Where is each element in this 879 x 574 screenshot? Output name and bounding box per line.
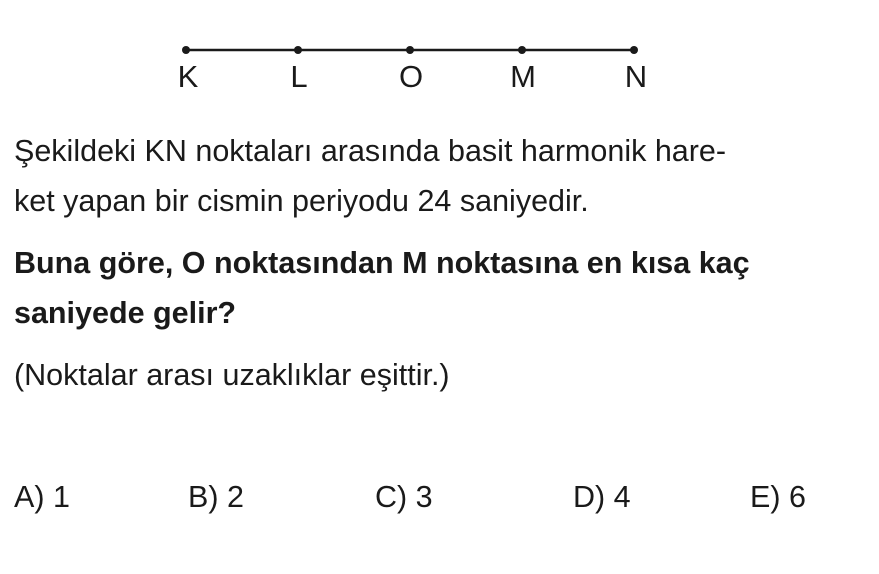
point-l-dot: [294, 46, 302, 54]
option-e[interactable]: [750, 479, 806, 515]
option-value: 2: [226, 480, 244, 514]
question-note: (Noktalar arası uzaklıklar eşittir.): [14, 358, 450, 392]
option-c[interactable]: [375, 479, 433, 515]
point-o-dot: [406, 46, 414, 54]
kn-points-diagram: [0, 0, 879, 100]
option-b[interactable]: [188, 479, 244, 515]
option-value: 6: [788, 480, 806, 514]
option-a[interactable]: [14, 479, 70, 515]
option-value: 3: [415, 480, 433, 514]
point-l-label: L: [290, 59, 308, 94]
question-stem-line-1: Şekildeki KN noktaları arasında basit harmonik hare-: [14, 134, 727, 168]
point-k-label: K: [177, 59, 199, 94]
option-value: 4: [613, 480, 631, 514]
option-letter: D): [573, 480, 606, 514]
question-stem-line-2: ket yapan bir cismin periyodu 24 saniyedir.: [14, 184, 589, 218]
option-letter: B): [188, 480, 219, 514]
point-m-dot: [518, 46, 526, 54]
point-n-dot: [630, 46, 638, 54]
option-letter: E): [750, 480, 781, 514]
point-m-label: M: [510, 59, 536, 94]
point-o-label: O: [398, 59, 424, 94]
question-prompt-line-1: Buna göre, O noktasından M noktasına en kısa kaç: [14, 246, 750, 280]
point-n-label: N: [624, 59, 648, 94]
point-k-dot: [182, 46, 190, 54]
option-letter: C): [375, 480, 408, 514]
question-prompt-line-2: saniyede gelir?: [14, 296, 237, 330]
option-value: 1: [52, 480, 70, 514]
option-d[interactable]: [573, 479, 631, 515]
option-letter: A): [14, 480, 45, 514]
